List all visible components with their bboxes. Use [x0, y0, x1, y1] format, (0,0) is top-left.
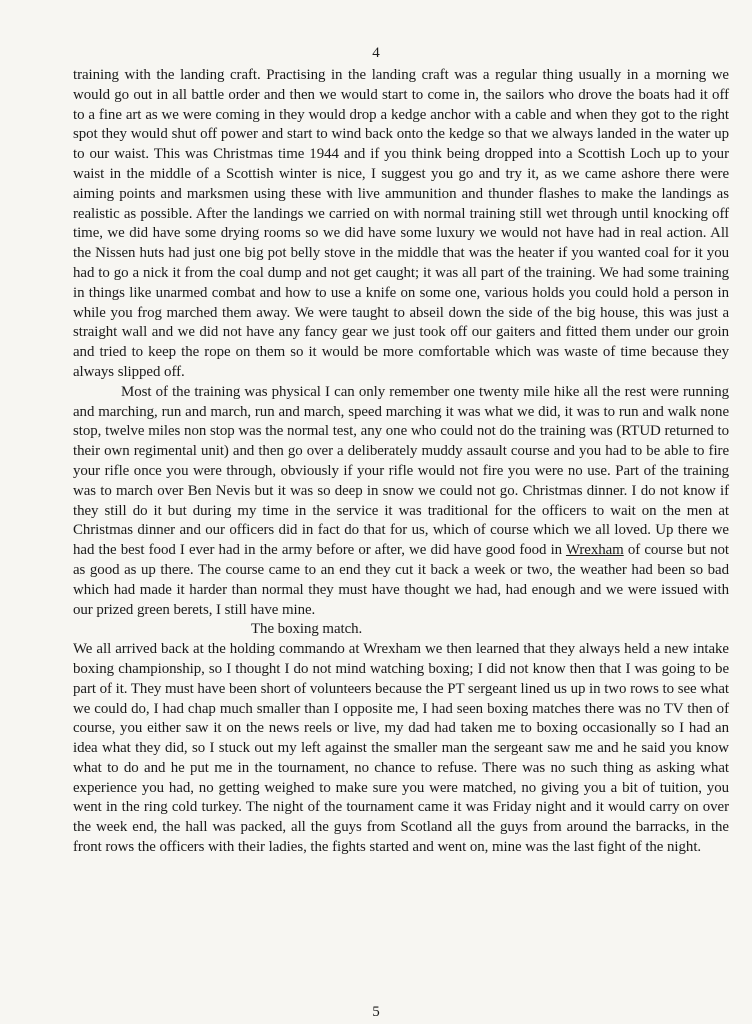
- underlined-place-name: Wrexham: [565, 542, 624, 559]
- paragraph-landing-craft: training with the landing craft. Practising in the landing craft was a regular thing usually in a morning we would go out in all battle order and then we would start to come in, the sailors who drove the boats had it off to a fine art as we were coming in they would drop a kedge anchor with a cable and when they got to the right spot they would shut off power and start to wind back onto the kedge so that we always landed in the water up to our waist. This was Christmas time 1944 and if you think being dropped into a Scottish Loch up to your waist in the middle of a Scottish winter is nice, I suggest you go and try it, as we came ashore there were aiming points and marksmen using these with live ammunition and thunder flashes to make the landings as realistic as possible. After the landings we carried on with normal training still wet through until knocking off time, we did have some drying rooms so we did have some luxury we would not have had in real action. All the Nissen huts had just one big pot belly stove in the middle that was the heater if you wanted coal for it you had to go a nick it from the coal dump and not get caught; it was all part of the training. We had some training in things like unarmed combat and how to use a knife on some one, various holds you could hold a person in while you frog marched them away. We were taught to abseil down the side of the big house, this was just a straight wall and we did not have any fancy gear we just took off our gaiters and fitted them under our groin and tried to keep the rope on them so it would be more comfortable which was waste of time because they always slipped off.: [73, 67, 729, 380]
- paragraph-boxing-match: We all arrived back at the holding commando at Wrexham we then learned that they always held a new intake boxing championship, so I thought I do not mind watching boxing; I did not know then that I was going to be part of it. They must have been short of volunteers because the PT sergeant lined us up in two rows to see what we could do, I had chap much smaller than I opposite me, I had seen boxing matches there was no TV then of course, you either saw it on the news reels or live, my dad had taken me to boxing occasionally so I had an idea what they did, so I stuck out my left against the smaller man the sergeant saw me and he said you know what to do and he put me in the tournament, no chance to refuse. There was no such thing as asking what experience you had, no getting weighed to make sure you were matched, no giving you a bit of tuition, you went in the ring cold turkey. The night of the tournament came it was Friday night and it would carry on over the week end, the hall was packed, all the guys from Scotland all the guys from around the barracks, in the front rows the officers with their ladies, the fights started and went on, mine was the last fight of the night.: [73, 641, 729, 856]
- paragraph-physical-training: [73, 383, 729, 621]
- paragraph-physical-training-text-start: Most of the training was physical I can only remember one twenty mile hike all the rest were running and marching, run and march, run and march, speed marching it was what we did, it was to run and walk none stop, twelve miles non stop was the normal test, any one who could not do the training was (RTUD returned to their own regimental unit) and then go over a deliberately muddy assault course and you had to be able to fire your rifle once you were through, obviously if your rifle would not fire you were no use. Part of the training was to march over Ben Nevis but it was so deep in snow we could not go. Christmas dinner. I do not know if they still do it but during my time in the service it was traditional for the officers to wait on the men at Christmas dinner and our officers did in fact do that for us, which of course which we all loved. Up there we had the best food I ever had in the army before or after, we did have good food in: [73, 383, 729, 559]
- section-heading: The boxing match.: [251, 621, 363, 638]
- document-body: [73, 66, 729, 858]
- page-number-top: 4: [372, 45, 380, 61]
- paragraph-physical-training-text-end: of course but not as good as up there. The course came to an end they cut it back a week or two, the weather had been so bad which had made it harder than normal they must have thought we had, had enough and we were issued with our prized green berets, I still have mine.: [73, 542, 729, 618]
- page-number-bottom: 5: [372, 1004, 380, 1020]
